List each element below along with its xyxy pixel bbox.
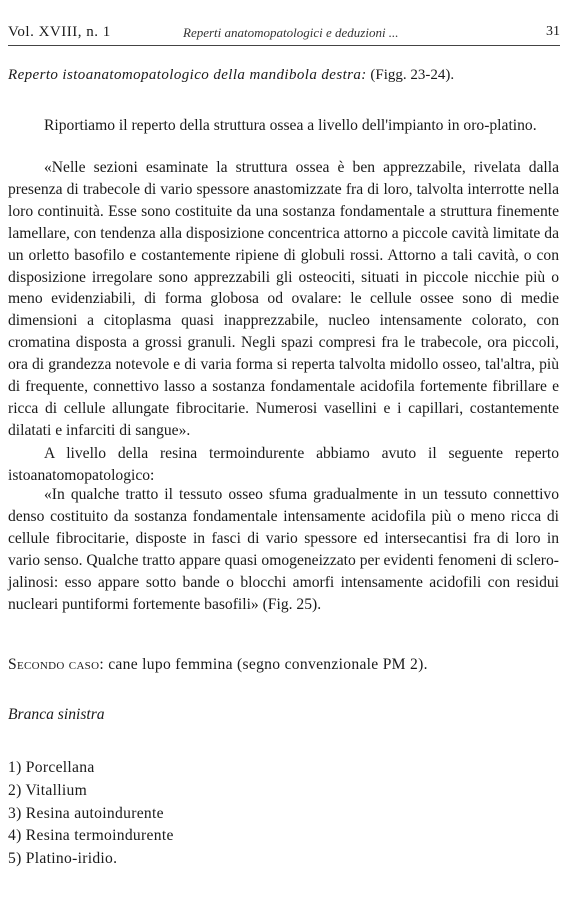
list-item: 3) Resina autoindurente	[8, 804, 164, 822]
case-heading	[8, 656, 428, 674]
section-heading	[8, 67, 454, 84]
list-item: 2) Vitallium	[8, 781, 88, 799]
page-header	[8, 24, 560, 46]
list-item: 5) Platino-iridio.	[8, 850, 118, 868]
section-heading-title: Reperto istoanatomopatologico della mandibola destra:	[8, 67, 367, 83]
paragraph-3: A livello della resina termoindurente abbiamo avuto il seguente reperto istoanatomopatologico:	[8, 445, 559, 484]
volume-label: Vol. XVIII, n. 1	[8, 24, 111, 40]
materials-list	[8, 757, 174, 871]
paragraph-1-block	[8, 115, 559, 137]
paragraph-2: «Nelle sezioni esaminate la struttura ossea è ben apprezzabile, rivelata dalla presenza di trabecole di vario spessore anastomizzate fra di loro, talvolta interrotte nella loro continuità. Esse sono costituite da una sostanza fondamentale a struttura finemente lamellare, con tendenza alla disposizione concentrica attorno a piccole cavità limitate da un orletto basofilo e costantemente ripiene di globuli rossi. Attorno a tali cavità, o con disposizione irregolare sono apprezzabili gli osteociti, situati in piccole nicchie più o meno evidenziabili, di forma globosa od ovalare: le cellule ossee sono di medie dimensioni a citoplasma quasi inapprezzabile, nucleo intensamente colorato, con cromatina disposta a grossi granuli. Negli spazi compresi fra le trabecole, ora piccoli, ora di grandezza notevole e di varia forma si reperta talvolta midollo osseo, tal'altra, più di frequente, connettivo lasso a sostanza fondamentale acidofila fortemente fibrillare e ricca di cellule allungate fibrocitarie. Numerosi vasellini e i capillari, costantemente dilatati e infarciti di sangue».	[8, 159, 559, 439]
paragraph-1: Riportiamo il reperto della struttura ossea a livello dell'impianto in oro-platino.	[44, 117, 537, 134]
paragraph-3-block	[8, 443, 559, 487]
case-heading-text: : cane lupo femmina (segno convenzionale PM 2).	[99, 656, 428, 673]
paragraph-4: «In qualche tratto il tessuto osseo sfuma gradualmente in un tessuto connettivo denso costituito da sostanza fondamentale intensamente acidofila più o meno ricca di cellule fibrocitarie, disposte in fasci di vario spessore ed intersecantisi fra di loro in vario senso. Qualche tratto appare quasi omogeneizzato per evidenti fenomeni di sclero-jalinosi: esso appare sotto bande o blocchi amorfi intensamente acidofili con residui nucleari puntiformi fortemente basofili» (Fig. 25).	[8, 486, 559, 613]
case-heading-label: Secondo caso	[8, 656, 100, 673]
list-item: 4) Resina termoindurente	[8, 827, 174, 845]
paragraph-2-block	[8, 157, 559, 442]
section-heading-figure-ref: (Figg. 23-24).	[370, 67, 455, 83]
branch-heading: Branca sinistra	[8, 706, 105, 723]
header-rule	[8, 45, 560, 46]
page-number: 31	[546, 24, 560, 39]
paragraph-4-block	[8, 484, 559, 615]
running-title: Reperti anatomopatologici e deduzioni ...	[183, 25, 399, 40]
list-item: 1) Porcellana	[8, 759, 95, 776]
